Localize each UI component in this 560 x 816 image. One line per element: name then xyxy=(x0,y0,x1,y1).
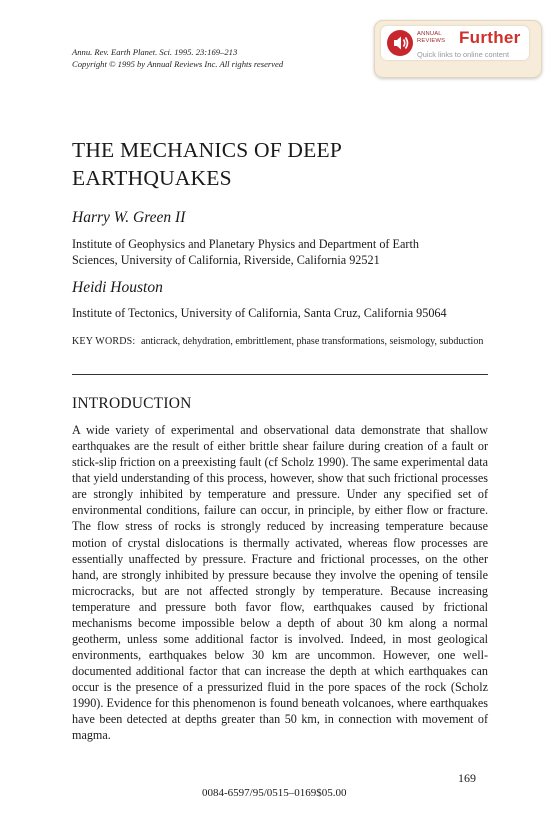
brand-line-1: ANNUAL xyxy=(417,31,442,37)
page-number: 169 xyxy=(458,771,476,785)
further-tagline[interactable]: Quick links to online content xyxy=(417,50,510,59)
article-title-line-2: EARTHQUAKES xyxy=(72,166,232,190)
section-divider xyxy=(72,374,488,375)
speaker-icon xyxy=(387,30,413,56)
further-banner[interactable] xyxy=(374,20,542,78)
article-title xyxy=(72,136,492,192)
citation-line-1: Annu. Rev. Earth Planet. Sci. 1995. 23:169–213 xyxy=(72,47,238,57)
author-name-1: Harry W. Green II xyxy=(72,209,186,226)
further-banner-panel[interactable] xyxy=(381,26,529,60)
author-affiliation-2 xyxy=(72,306,492,322)
section-heading-introduction: INTRODUCTION xyxy=(72,395,192,412)
introduction-paragraph: A wide variety of experimental and observational data demonstrate that shallow earthquakes are the result of either brittle shear failure during creation of a fault or stick-slip friction on a preexisting fault (cf Scholz 1990). The same experimental data that yield understanding of this process, however, show that such frictional processes are strongly inhibited by temperature and pressure. Under any specified set of environmental conditions, failure can occur, in principle, by either flow or fracture. The flow stress of rocks is strongly reduced by increasing temperature because motion of crystal dislocations is thermally activated, whereas flow processes are essentially unaffected by pressure. Fracture and frictional processes, on the other hand, are strongly inhibited by pressure because they involve the opening of tensile microcracks, but are not affected strongly by temperature. Because increasing temperature and pressure both favor flow, earthquakes caused by frictional mechanisms become impossible below a depth of about 30 km along a normal geotherm, unless some additional factor is involved. Indeed, in most geological environments, earthquakes below 30 km are uncommon. However, one well-documented additional factor that can increase the depth at which earthquakes can occur is the presence of a pressurized fluid in the pore spaces of the rock (Scholz 1990). Evidence for this phenomenon is found beneath volcanoes, where earthquakes have been detected at depths greater than 50 km, in connection with movement of magma. xyxy=(72,423,488,743)
brand-line-2: REVIEWS xyxy=(417,37,446,44)
keywords-label: KEY WORDS: xyxy=(72,336,136,347)
journal-citation xyxy=(72,47,283,70)
keywords-list: anticrack, dehydration, embrittlement, phase transformations, seismology, subduction xyxy=(141,336,484,347)
affiliation-2-line-1: Institute of Tectonics, University of California, Santa Cruz, California 95064 xyxy=(72,306,447,320)
annual-reviews-brand xyxy=(417,31,457,44)
article-title-line-1: THE MECHANICS OF DEEP xyxy=(72,138,342,162)
affiliation-1-line-2: Sciences, University of California, Riverside, California 92521 xyxy=(72,252,380,267)
author-affiliation-1 xyxy=(72,237,492,268)
article-code: 0084-6597/95/0515–0169$05.00 xyxy=(202,787,347,799)
author-name-2: Heidi Houston xyxy=(72,279,163,296)
citation-line-2: Copyright © 1995 by Annual Reviews Inc. All rights reserved xyxy=(72,58,284,69)
further-title[interactable]: Further xyxy=(459,28,521,47)
affiliation-1-line-1: Institute of Geophysics and Planetary Physics and Department of Earth xyxy=(72,237,419,251)
